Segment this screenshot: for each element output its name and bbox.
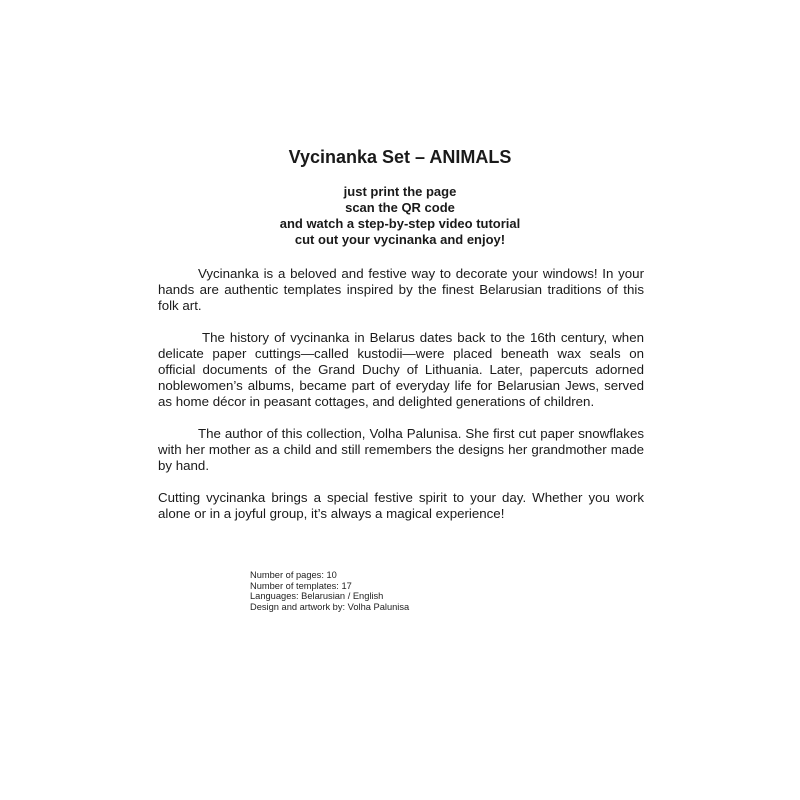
instruction-item: and watch a step-by-step video tutorial [279,216,521,231]
closing-paragraph [158,490,644,522]
detail-templates: Number of templates: 17 [250,580,352,591]
instruction-item: just print the page [343,184,457,199]
detail-languages: Languages: Belarusian / English [250,591,384,601]
detail-pages: Number of pages: 10 [250,570,337,580]
intro-text: Vycinanka is a beloved and festive way to decorate your windows! In your hands are authentic templates inspired by the finest Belarusian traditions of this folk art. [158,266,644,313]
instructions-list [0,184,800,248]
publication-details [250,570,409,612]
author-text: The author of this collection, Volha Palunisa. She first cut paper snowflakes with her mother as a child and still remembers the designs her grandmother made by hand. [158,426,644,473]
history-paragraph [158,330,644,410]
intro-paragraph [158,266,644,314]
closing-text: Cutting vycinanka brings a special festive spirit to your day. Whether you work alone or in a joyful group, it’s always a magical experience! [158,490,644,521]
history-text: The history of vycinanka in Belarus dates back to the 16th century, when delicate paper cuttings—called kustodii—were placed beneath wax seals on official documents of the Grand Duchy of Lithuania. Later, papercuts adorned noblewomen’s albums, became part of everyday life for Belarusian Jews, served as home décor in peasant cottages, and delighted generations of children. [158,330,644,409]
detail-credits: Design and artwork by: Volha Palunisa [250,601,410,612]
author-paragraph [158,426,644,474]
instruction-item: scan the QR code [345,200,455,215]
page-title: Vycinanka Set – ANIMALS [288,147,512,167]
instruction-item: cut out your vycinanka and enjoy! [294,232,506,247]
